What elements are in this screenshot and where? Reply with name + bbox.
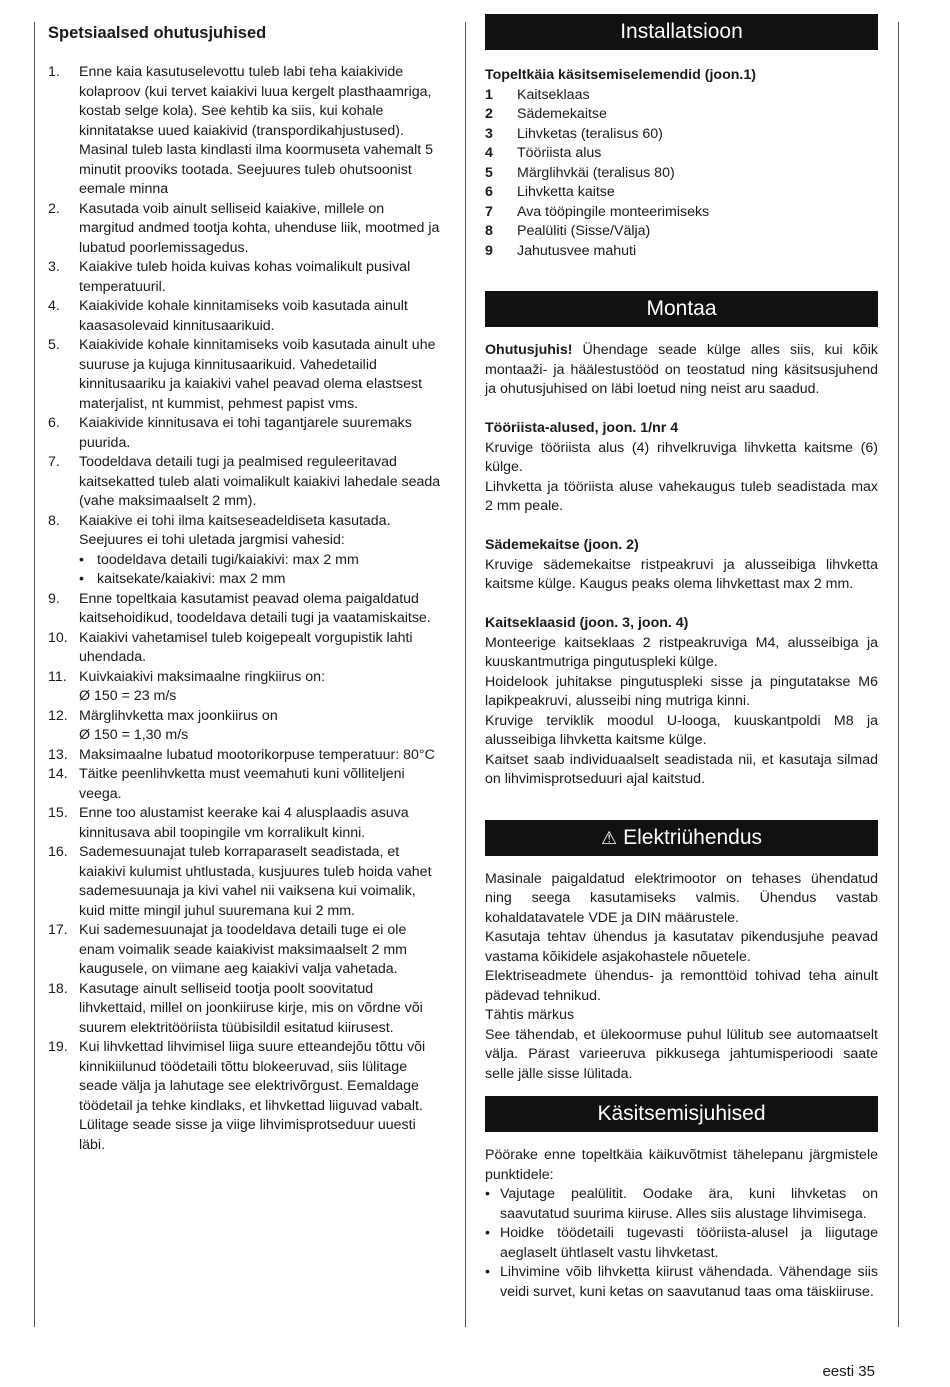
rule-number: 10. xyxy=(48,629,68,646)
part-label: Sädemekaitse xyxy=(517,106,607,122)
safety-rule xyxy=(48,765,443,804)
column-divider-line xyxy=(465,22,466,1327)
elec-p4: Tähtis märkus xyxy=(485,1007,575,1023)
rule-number: 8. xyxy=(48,512,60,529)
part-number: 2 xyxy=(485,106,493,122)
part-item xyxy=(485,222,878,242)
part-number: 9 xyxy=(485,242,493,259)
rule-number: 9. xyxy=(48,590,60,607)
part-number: 4 xyxy=(485,145,493,161)
rule-text: Kasutada voib ainult selliseid kaiakive, millele on margitud andmed tootja kohta, uhenduse liik, mootmed ja lubatud poorlemissagedus. xyxy=(79,200,440,256)
montaa-section xyxy=(485,341,878,790)
part-label: Ava tööpingile monteerimiseks xyxy=(517,203,710,220)
kasits-bullets xyxy=(485,1185,878,1302)
rule-number: 15. xyxy=(48,805,68,821)
rule-text: Täitke peenlihvketta must veemahuti kuni võlliteljeni veega. xyxy=(79,766,405,802)
safety-rule xyxy=(48,843,443,921)
operating-bullet: • Hoidke töödetaili tugevasti tööriista-alusel ja liigutage aeglaselt ühtlaselt vastu lihvketast. xyxy=(485,1224,878,1263)
part-label: Pealüliti (Sisse/Välja) xyxy=(517,223,651,239)
part-label: Lihvketas (teralisus 60) xyxy=(517,125,663,142)
right-margin-line xyxy=(898,22,899,1327)
eye-shield-title: Kaitseklaasid (joon. 3, joon. 4) xyxy=(485,615,689,631)
rule-value: Ø 150 = 23 m/s xyxy=(79,688,177,704)
tool-rest-title: Tööriista-alused, joon. 1/nr 4 xyxy=(485,420,679,436)
rule-number: 4. xyxy=(48,298,60,314)
eye-shield-p1: Monteerige kaitseklaas 2 ristpeakruviga M4, alusseibiga ja kuuskantmutriga pingutuspleki külge. xyxy=(485,634,878,670)
elektri-heading xyxy=(485,820,878,856)
elec-p5: See tähendab, et ülekoormuse puhul lülitub see automaatselt välja. Pärast varieeruva pikkusega jahtumisperioodi saate selle jälle sisse lülitada. xyxy=(485,1026,878,1082)
part-number: 5 xyxy=(485,164,493,181)
safety-rule xyxy=(48,707,443,746)
rule-number: 1. xyxy=(48,64,60,80)
elektri-title: Elektriühendus xyxy=(623,825,763,849)
rule-text: Kaiakivide kinnitusava ei tohi tagantjarele suuremaks puurida. xyxy=(79,415,412,451)
safety-rule xyxy=(48,629,443,668)
right-column xyxy=(485,14,878,1302)
part-number: 8 xyxy=(485,223,493,239)
elec-p2: Kasutaja tehtav ühendus ja kasutatav pikendusjuhe peavad vastama kõikidele asjakohastele nõuetele. xyxy=(485,929,878,965)
rule-number: 2. xyxy=(48,200,60,217)
elec-p3: Elektriseadmete ühendus- ja remonttöid tohivad teha ainult pädevad tehnikud. xyxy=(485,968,878,1004)
left-column xyxy=(48,22,443,1155)
part-label: Märglihvkäi (teralisus 80) xyxy=(517,164,675,181)
safety-rule xyxy=(48,921,443,980)
kasitsemis-section xyxy=(485,1146,878,1302)
rule-number: 6. xyxy=(48,415,60,431)
operating-bullet: • Vajutage pealülitit. Oodake ära, kuni lihvketas on saavutatud suurima kiiruse. Alles siis alustage lihvimisega. xyxy=(485,1185,878,1224)
rule-text: Kaiakive tuleb hoida kuivas kohas voimalikult pusival temperatuuril. xyxy=(79,259,411,295)
part-label: Jahutusvee mahuti xyxy=(517,242,637,259)
rule-subitem: • kaitsekate/kaiakivi: max 2 mm xyxy=(79,570,443,590)
eye-shield-p2: Hoidelook juhitakse pingutuspleki sisse ja pingutatakse M6 lapikpeakruvi, alusseibi ning mutriga kinni. xyxy=(485,673,878,709)
part-number: 7 xyxy=(485,203,493,220)
eye-shield-p4: Kaitset saab individuaalselt seadistada nii, et kasutaja silmad on lihvimisprotseduuri ajal kaitstud. xyxy=(485,751,878,787)
rule-number: 17. xyxy=(48,922,68,938)
rule-text: Toodeldava detaili tugi ja pealmised reguleeritavad kaitsekatted tuleb alati voimalikult kaiakivi lahedale seada (vahe maksimaalselt 2 mm). xyxy=(79,454,441,509)
spark-guard-title: Sädemekaitse (joon. 2) xyxy=(485,537,639,553)
safety-rule xyxy=(48,258,443,297)
safety-rule xyxy=(48,336,443,414)
rule-subitem: • toodeldava detaili tugi/kaiakivi: max 2 mm xyxy=(79,551,443,571)
part-label: Lihvketta kaitse xyxy=(517,184,615,200)
montaa-warning xyxy=(485,341,878,400)
safety-rule xyxy=(48,980,443,1039)
safety-rule xyxy=(48,668,443,707)
tool-rest-p1: Kruvige tööriista alus (4) rihvelkruviga lihvketta kaitsme (6) külge. xyxy=(485,439,878,475)
eye-shield-p3: Kruvige terviklik moodul U-looga, kuuskantpoldi M8 ja alusseibiga lihvketta kaitsme külge. xyxy=(485,712,878,748)
installatsioon-section xyxy=(485,66,878,261)
rule-sublist xyxy=(79,551,443,590)
installatsioon-heading: Installatsioon xyxy=(485,14,878,50)
montaa-heading: Montaa xyxy=(485,291,878,327)
part-label: Kaitseklaas xyxy=(517,86,590,103)
elec-p1: Masinale paigaldatud elektrimootor on tehases ühendatud ning seega kasutamiseks valmis. Ühendus vastab kohaldatavatele VDE ja DIN määrustele. xyxy=(485,870,878,926)
rule-text: Sademesuunajat tuleb korraparaselt seadistada, et kaiakivi kulumist uhtlustada, kusjuures tuleb hoida vahet sademesuunaja ja kivi vahel nii vaiksena kui voimalik, kuid mitte mingil juhul suuremana kui 2 mm. xyxy=(79,844,432,919)
elektri-section xyxy=(485,870,878,1085)
rule-text: Enne too alustamist keerake kai 4 alusplaadis asuva kinnitusava abil toopingile vm korralikult kinni. xyxy=(79,805,409,841)
page-footer: eesti 35 xyxy=(822,1363,875,1380)
rule-text: Kaiakivide kohale kinnitamiseks voib kasutada ainult uhe suuruse ja kujuga kinnitusaarikuid. Vahedetailid kinnitusaariku ja kaiakivi vahel peavad olema elastsest materjalist, nt kummist, pehmest papist vms. xyxy=(79,337,436,412)
warning-triangle-icon: ⚠ xyxy=(600,827,618,848)
kasits-intro: Pöörake enne topeltkäia käikuvõtmist tähelepanu järgmistele punktidele: xyxy=(485,1147,878,1183)
safety-rule xyxy=(48,297,443,336)
rule-text: Kasutage ainult selliseid tootja poolt soovitatud lihvkettaid, millel on joonkiiruse kirje, mis on võrdne või suurem elektritööriista tüübisildil esitatud kiirusest. xyxy=(79,980,423,1036)
part-item xyxy=(485,164,878,184)
rule-text: Maksimaalne lubatud mootorikorpuse temperatuur: 80°C xyxy=(79,746,435,763)
part-item xyxy=(485,86,878,106)
safety-rule xyxy=(48,63,443,200)
safety-rule xyxy=(48,512,443,590)
rule-text: Enne kaia kasutuselevottu tuleb labi teha kaiakivide kolaproov (kui tervet kaiakivi luua kergelt plasthaamriga, kostab selge kola). See kehtib ka siis, kui kohale kinnitatakse uued kaiakivid (transpordikahjustused). Masinal tuleb lasta kindlasti ilma koormuseta vahemalt 5 minutit prooviks tootada. Seejuures tuleb ohutsoonist eemale minna xyxy=(79,64,434,197)
warning-text: Ühendage seade külge alles siis, kui kõik montaaži- ja häälestustööd on teostatud ning käsitsusjuhend ja ohutusjuhised on läbi loetud ning neist aru saadud. xyxy=(485,342,878,397)
rule-text: Kuivkaiakivi maksimaalne ringkiirus on: xyxy=(79,668,326,685)
safety-rule xyxy=(48,453,443,512)
part-item xyxy=(485,203,878,223)
operating-bullet: • Lihvimine võib lihvketta kiirust vähendada. Vähendage siis veidi survet, kuni ketas on saavutanud taas oma täiskiiruse. xyxy=(485,1263,878,1302)
warning-lead: Ohutusjuhis! xyxy=(485,342,573,358)
safety-rule xyxy=(48,746,443,766)
part-item xyxy=(485,183,878,203)
rule-number: 12. xyxy=(48,707,68,724)
part-item xyxy=(485,242,878,262)
part-number: 1 xyxy=(485,86,493,103)
parts-subtitle: Topeltkäia käsitsemiselemendid (joon.1) xyxy=(485,67,756,83)
rule-number: 5. xyxy=(48,337,60,353)
part-item xyxy=(485,125,878,145)
safety-rule xyxy=(48,1038,443,1155)
safety-rule xyxy=(48,804,443,843)
rule-text: Kui sademesuunajat ja toodeldava detaili tuge ei ole enam voimalik seade kaiakivist maksimaalselt 2 mm kaugusele, on viimane aeg kaiakivi valja vahetada. xyxy=(79,922,407,977)
rule-text: Kaiakive ei tohi ilma kaitseseadeldiseta kasutada. Seejuures ei tohi uletada jargmisi vahesid: xyxy=(79,512,391,548)
safety-rule xyxy=(48,200,443,259)
rule-number: 11. xyxy=(48,668,67,685)
rule-number: 7. xyxy=(48,454,60,470)
safety-rule xyxy=(48,590,443,629)
part-number: 6 xyxy=(485,184,493,200)
rule-text: Märglihvketta max joonkiirus on xyxy=(79,707,278,724)
safety-rule xyxy=(48,414,443,453)
rule-text: Kaiakivi vahetamisel tuleb koigepealt vorgupistik lahti uhendada. xyxy=(79,629,413,665)
tool-rest-p2: Lihvketta ja tööriista aluse vahekaugus tuleb seadistada max 2 mm peale. xyxy=(485,478,878,514)
kasitsemis-heading: Käsitsemisjuhised xyxy=(485,1096,878,1132)
part-number: 3 xyxy=(485,125,493,142)
left-margin-line xyxy=(34,22,35,1327)
rule-number: 16. xyxy=(48,844,68,860)
rule-value: Ø 150 = 1,30 m/s xyxy=(79,727,189,743)
rule-text: Kaiakivide kohale kinnitamiseks voib kasutada ainult kaasasolevaid kinnitusaarikuid. xyxy=(79,298,408,334)
rule-text: Kui lihvkettad lihvimisel liiga suure etteandejõu tõttu või kinnikiilunud töödetaili tõttu blokeeruvad, siis lülitage seade välja ja lahutage see elektrivõrgust. Eemaldage töödetail ja tehke kindlaks, et lihvkettad liiguvad vabalt. Lülitage seade sisse ja viige lihvimisprotseduur uuesti läbi. xyxy=(79,1039,426,1153)
parts-list xyxy=(485,86,878,262)
spark-guard-p1: Kruvige sädemekaitse ristpeakruvi ja alusseibiga lihvketta kaitsme külge. Kaugus peaks olema lihvkettast max 2 mm. xyxy=(485,556,878,592)
rule-number: 3. xyxy=(48,259,60,275)
part-label: Tööriista alus xyxy=(517,145,602,161)
part-item xyxy=(485,105,878,125)
safety-title: Spetsiaalsed ohutusjuhised xyxy=(48,24,267,42)
part-item xyxy=(485,144,878,164)
rule-number: 18. xyxy=(48,980,68,997)
safety-rules-list xyxy=(48,63,443,1155)
rule-number: 19. xyxy=(48,1039,68,1055)
rule-number: 14. xyxy=(48,766,68,782)
rule-text: Enne topeltkaia kasutamist peavad olema paigaldatud kaitsehoidikud, toodeldava detaili tugi ja vaatamiskaitse. xyxy=(79,590,431,626)
rule-number: 13. xyxy=(48,746,68,763)
